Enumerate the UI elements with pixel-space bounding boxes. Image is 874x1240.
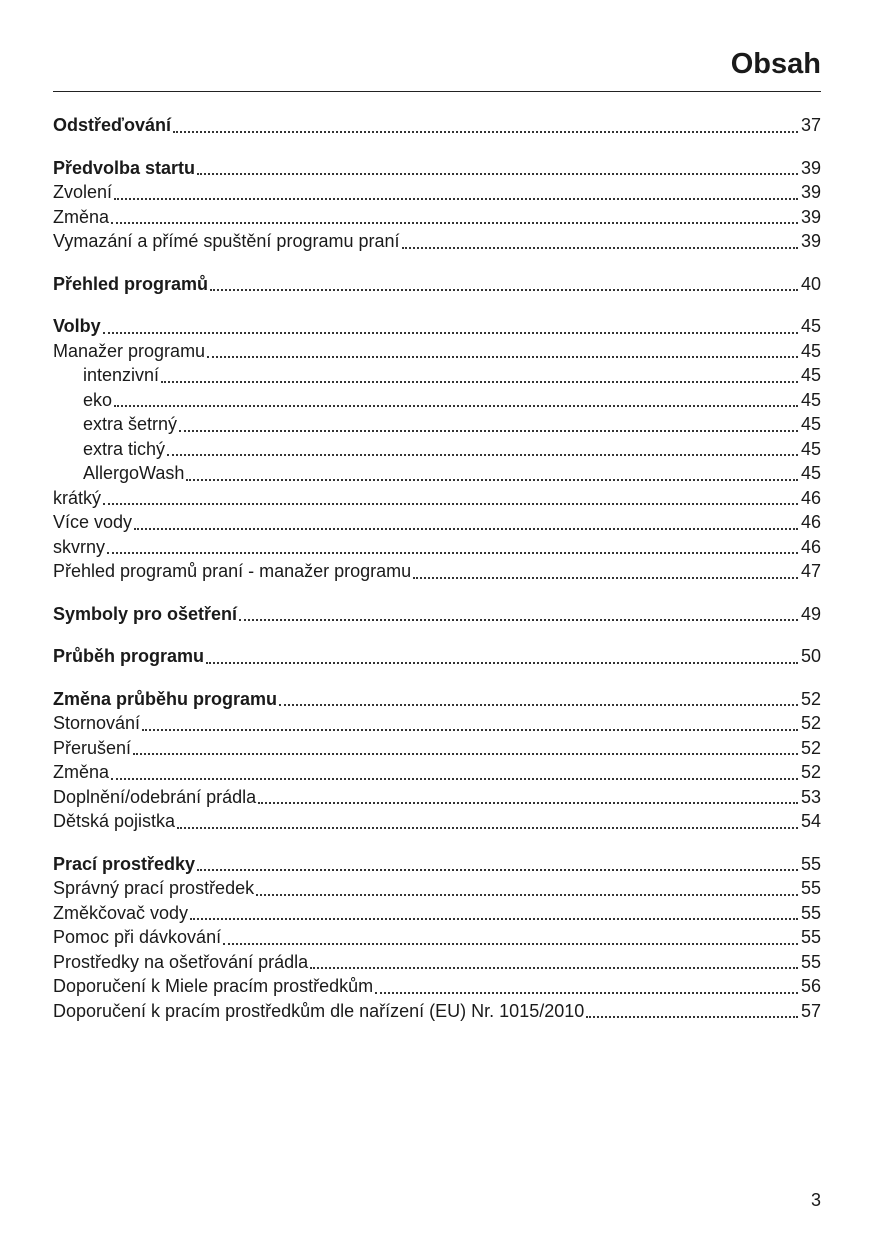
- toc-entry-label: Správný prací prostředek: [53, 878, 255, 898]
- toc-entry-page: 52: [800, 762, 821, 782]
- toc-entry-label: Změna: [53, 762, 110, 782]
- page-title: Obsah: [730, 48, 821, 80]
- dot-leader: [103, 332, 798, 334]
- dot-leader: [111, 222, 798, 224]
- toc-entry-label: Změkčovač vody: [53, 902, 189, 923]
- toc-entry[interactable]: [53, 999, 821, 1024]
- toc-entry-label: Prací prostředky: [53, 853, 196, 874]
- toc-heading-entry[interactable]: [53, 644, 821, 669]
- dot-leader: [167, 454, 798, 456]
- toc-entry-label: AllergoWash: [83, 463, 185, 483]
- toc-entry-label: Doporučení k Miele pracím prostředkům: [53, 976, 374, 996]
- toc-entry[interactable]: [53, 461, 821, 486]
- toc-entry-page: 39: [800, 206, 821, 227]
- dot-leader: [402, 247, 798, 249]
- toc-entry-label: Více vody: [53, 512, 133, 532]
- toc-entry-page: 45: [800, 389, 821, 410]
- toc-entry-page: 57: [800, 1000, 821, 1021]
- toc-entry[interactable]: [53, 180, 821, 205]
- toc-entry-page: 45: [800, 414, 821, 434]
- dot-leader: [103, 503, 798, 505]
- toc-entry-label: Doplnění/odebrání prádla: [53, 786, 257, 807]
- toc-section: [53, 687, 821, 834]
- dot-leader: [107, 552, 798, 554]
- dot-leader: [114, 405, 798, 407]
- toc-entry-page: 40: [800, 273, 821, 294]
- toc-section: [53, 272, 821, 297]
- toc-entry[interactable]: [53, 559, 821, 584]
- toc-section: [53, 644, 821, 669]
- toc-entry-page: 45: [800, 365, 821, 385]
- toc-heading-entry[interactable]: [53, 687, 821, 712]
- dot-leader: [258, 802, 798, 804]
- toc-entry[interactable]: [53, 229, 821, 254]
- dot-leader: [111, 778, 798, 780]
- toc-entry-page: 46: [800, 487, 821, 508]
- toc-entry[interactable]: [53, 535, 821, 560]
- toc-entry[interactable]: [53, 510, 821, 535]
- toc-section: [53, 314, 821, 584]
- dot-leader: [256, 894, 798, 896]
- toc-section: [53, 852, 821, 1024]
- table-of-contents: [53, 113, 821, 1041]
- toc-entry[interactable]: [53, 950, 821, 975]
- toc-entry-label: Přerušení: [53, 737, 132, 758]
- dot-leader: [586, 1016, 798, 1018]
- toc-entry-page: 47: [800, 561, 821, 581]
- toc-entry-label: Předvolba startu: [53, 157, 196, 178]
- toc-entry-page: 46: [800, 536, 821, 557]
- toc-entry-page: 45: [800, 340, 821, 361]
- dot-leader: [206, 662, 798, 664]
- toc-entry-label: Odstřeďování: [53, 115, 171, 135]
- dot-leader: [279, 704, 798, 706]
- toc-entry-page: 56: [800, 976, 821, 996]
- toc-entry-label: Stornování: [53, 713, 141, 733]
- toc-entry-label: krátký: [53, 487, 102, 508]
- toc-entry[interactable]: [53, 785, 821, 810]
- toc-entry-page: 37: [800, 115, 821, 135]
- toc-entry-label: Zvolení: [53, 182, 113, 202]
- toc-entry-page: 53: [800, 786, 821, 807]
- header-divider: [53, 91, 821, 92]
- toc-entry-page: 45: [800, 438, 821, 459]
- toc-entry-page: 46: [800, 512, 821, 532]
- dot-leader: [186, 479, 798, 481]
- toc-entry[interactable]: [53, 205, 821, 230]
- toc-entry-label: Průběh programu: [53, 646, 205, 666]
- toc-entry-page: 55: [800, 951, 821, 972]
- dot-leader: [173, 131, 798, 133]
- dot-leader: [223, 943, 798, 945]
- toc-entry-label: skvrny: [53, 536, 106, 557]
- toc-heading-entry[interactable]: [53, 314, 821, 339]
- toc-entry-page: 55: [800, 853, 821, 874]
- dot-leader: [177, 827, 798, 829]
- toc-entry-label: Změna průběhu programu: [53, 688, 278, 709]
- dot-leader: [310, 967, 798, 969]
- toc-entry[interactable]: [53, 736, 821, 761]
- toc-entry-label: Prostředky na ošetřování prádla: [53, 951, 309, 972]
- toc-entry-page: 55: [800, 927, 821, 947]
- toc-section: [53, 113, 821, 138]
- toc-entry-label: eko: [83, 389, 113, 410]
- toc-entry-label: Přehled programů: [53, 273, 209, 294]
- dot-leader: [413, 577, 798, 579]
- toc-entry-label: extra šetrný: [83, 414, 178, 434]
- toc-entry-label: Doporučení k pracím prostředkům dle nařízení (EU) Nr. 1015/2010: [53, 1000, 585, 1021]
- toc-entry-page: 45: [800, 463, 821, 483]
- toc-heading-entry[interactable]: [53, 602, 821, 627]
- toc-entry-label: Změna: [53, 206, 110, 227]
- toc-entry[interactable]: [53, 760, 821, 785]
- dot-leader: [239, 619, 798, 621]
- toc-heading-entry[interactable]: [53, 272, 821, 297]
- toc-entry-page: 55: [800, 902, 821, 923]
- dot-leader: [210, 289, 798, 291]
- toc-entry[interactable]: [53, 437, 821, 462]
- toc-entry-page: 50: [800, 646, 821, 666]
- toc-section: [53, 156, 821, 254]
- toc-entry-label: Vymazání a přímé spuštění programu praní: [53, 231, 400, 251]
- dot-leader: [190, 918, 798, 920]
- toc-heading-entry[interactable]: [53, 852, 821, 877]
- dot-leader: [142, 729, 798, 731]
- toc-entry-label: Manažer programu: [53, 340, 206, 361]
- toc-entry-page: 52: [800, 688, 821, 709]
- toc-entry-label: Symboly pro ošetření: [53, 603, 238, 624]
- page-number: 3: [810, 1190, 821, 1210]
- toc-entry-label: Přehled programů praní - manažer programu: [53, 561, 412, 581]
- dot-leader: [114, 198, 798, 200]
- toc-entry-page: 49: [800, 603, 821, 624]
- toc-heading-entry[interactable]: [53, 156, 821, 181]
- toc-entry[interactable]: [53, 809, 821, 834]
- toc-entry-page: 52: [800, 737, 821, 758]
- dot-leader: [375, 992, 798, 994]
- toc-entry-page: 54: [800, 811, 821, 831]
- toc-entry-page: 52: [800, 713, 821, 733]
- toc-entry-page: 39: [800, 231, 821, 251]
- toc-entry-page: 45: [800, 316, 821, 336]
- toc-entry[interactable]: [53, 412, 821, 437]
- dot-leader: [207, 356, 798, 358]
- toc-entry[interactable]: [53, 876, 821, 901]
- toc-entry[interactable]: [53, 363, 821, 388]
- toc-entry[interactable]: [53, 901, 821, 926]
- dot-leader: [134, 528, 798, 530]
- toc-entry-label: intenzivní: [83, 365, 160, 385]
- dot-leader: [133, 753, 798, 755]
- toc-heading-entry[interactable]: [53, 113, 821, 138]
- toc-section: [53, 602, 821, 627]
- toc-entry-page: 55: [800, 878, 821, 898]
- toc-entry[interactable]: [53, 974, 821, 999]
- dot-leader: [161, 381, 798, 383]
- dot-leader: [197, 173, 798, 175]
- toc-entry-label: Dětská pojistka: [53, 811, 176, 831]
- toc-entry-page: 39: [800, 182, 821, 202]
- toc-entry-label: Pomoc při dávkování: [53, 927, 222, 947]
- toc-entry-page: 39: [800, 157, 821, 178]
- toc-entry[interactable]: [53, 711, 821, 736]
- toc-entry-label: extra tichý: [83, 438, 166, 459]
- toc-entry-label: Volby: [53, 316, 101, 336]
- dot-leader: [179, 430, 798, 432]
- toc-entry[interactable]: [53, 925, 821, 950]
- toc-entry[interactable]: [53, 339, 821, 364]
- dot-leader: [197, 869, 798, 871]
- toc-entry[interactable]: [53, 486, 821, 511]
- toc-entry[interactable]: [53, 388, 821, 413]
